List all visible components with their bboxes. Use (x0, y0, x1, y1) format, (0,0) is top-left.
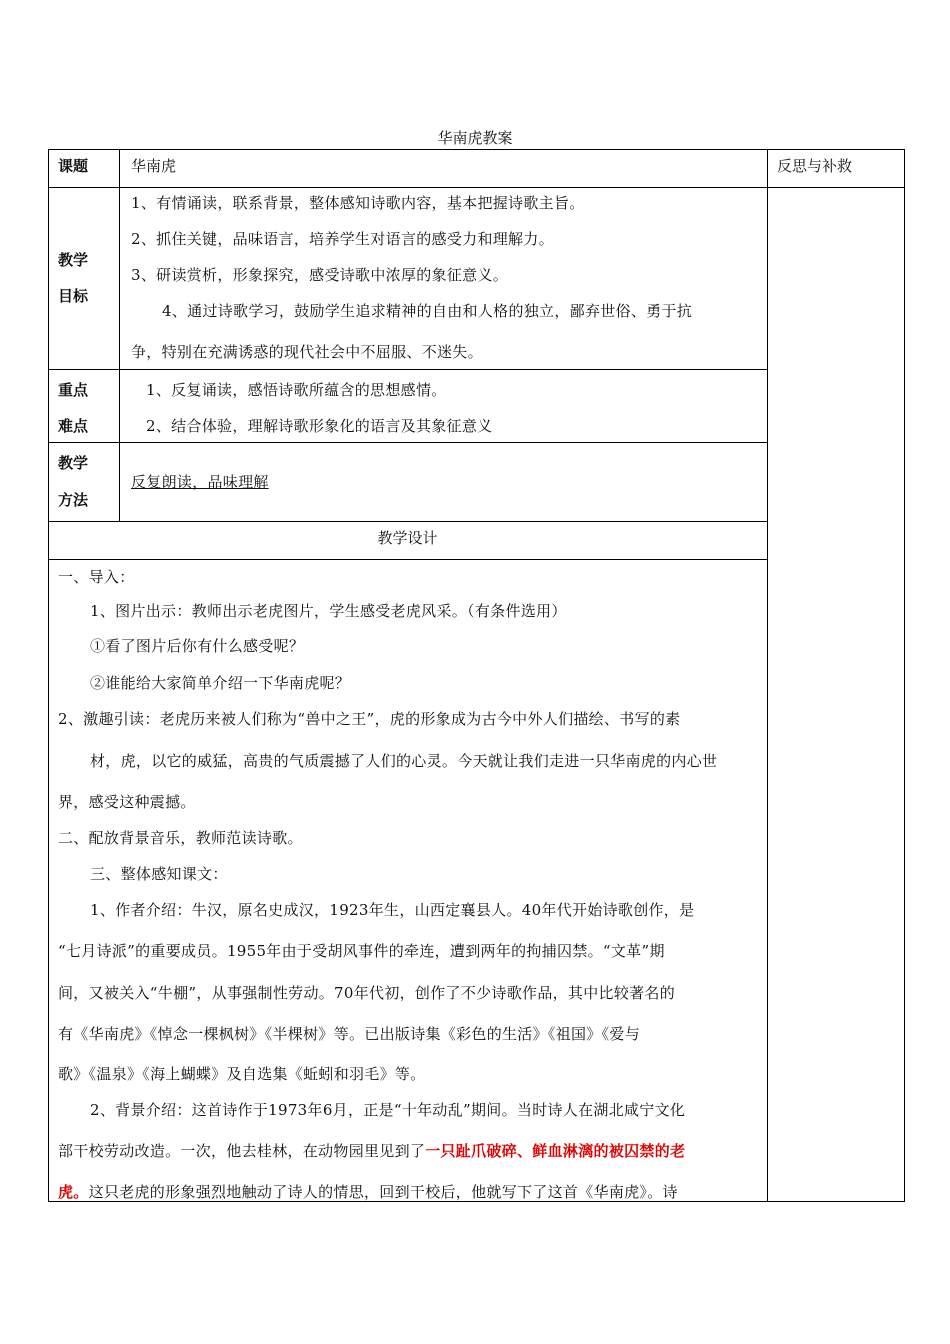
method-label-2: 方法 (58, 491, 89, 509)
table-border (904, 149, 905, 1202)
topic-label: 课题 (58, 157, 89, 175)
design-line-text: 部干校劳动改造。一次，他去桂林，在动物园里见到了 (58, 1142, 426, 1160)
design-line: 界，感受这种震撼。 (58, 793, 196, 811)
keypoint-item: 1、反复诵读，感悟诗歌所蕴含的思想感情。 (146, 381, 447, 399)
design-line: 材，虎，以它的威猛，高贵的气质震撼了人们的心灵。今天就让我们走进一只华南虎的内心世 (90, 752, 718, 770)
design-line: 三、整体感知课文： (90, 865, 228, 883)
table-border (767, 149, 768, 1202)
design-line: 一、导入： (58, 568, 135, 586)
design-line: ②谁能给大家简单介绍一下华南虎呢？ (90, 674, 351, 692)
objective-item: 争，特别在充满诱惑的现代社会中不屈服、不迷失。 (131, 343, 483, 361)
table-border (48, 559, 767, 560)
table-border (48, 187, 905, 188)
design-line: 2、背景介绍：这首诗作于1973年6月，正是“十年动乱”期间。当时诗人在湖北咸宁文化 (90, 1101, 686, 1119)
table-border (48, 149, 49, 1202)
objective-item: 2、抓住关键，品味语言，培养学生对语言的感受力和理解力。 (131, 230, 554, 248)
design-line: 间，又被关入“牛棚”，从事强制性劳动。70年代初，创作了不少诗歌作品，其中比较著名的 (58, 984, 676, 1002)
objectives-label-1: 教学 (58, 251, 89, 269)
design-line: “七月诗派”的重要成员。1955年由于受胡风事件的牵连，遭到两年的拘捕囚禁。“文革”期 (58, 942, 665, 960)
table-border (48, 442, 767, 443)
design-line-text: 这只老虎的形象强烈地触动了诗人的情思，回到干校后，他就写下了这首《华南虎》。诗 (88, 1183, 678, 1201)
design-line: 二、配放背景音乐，教师范读诗歌。 (58, 829, 303, 847)
design-heading: 教学设计 (377, 529, 438, 547)
table-border (48, 521, 767, 522)
design-line: ①看了图片后你有什么感受呢？ (90, 637, 305, 655)
method-text: 反复朗读，品味理解 (131, 473, 269, 491)
topic-value: 华南虎 (131, 157, 177, 175)
highlight-text: 虎。 (58, 1183, 89, 1201)
keypoints-label-1: 重点 (58, 381, 89, 399)
objective-item: 4、通过诗歌学习，鼓励学生追求精神的自由和人格的独立，鄙弃世俗、勇于抗 (162, 302, 693, 320)
keypoints-label-2: 难点 (58, 417, 89, 435)
design-line (58, 1181, 678, 1202)
design-line: 1、作者介绍：牛汉，原名史成汉，1923年生，山西定襄县人。40年代开始诗歌创作，是 (90, 901, 695, 919)
objective-item: 1、有情诵读，联系背景，整体感知诗歌内容，基本把握诗歌主旨。 (131, 194, 585, 212)
reflection-label: 反思与补救 (777, 157, 853, 175)
objectives-label-2: 目标 (58, 287, 89, 305)
design-line (58, 1140, 685, 1161)
design-line: 2、激趣引读：老虎历来被人们称为“兽中之王”，虎的形象成为古今中外人们描绘、书写的素 (58, 710, 681, 728)
highlight-text: 一只趾爪破碎、鲜血淋漓的被囚禁的老 (425, 1142, 686, 1160)
page-title: 华南虎教案 (437, 129, 513, 147)
design-line: 1、图片出示：教师出示老虎图片，学生感受老虎风采。（有条件选用） (90, 602, 567, 620)
keypoint-item: 2、结合体验，理解诗歌形象化的语言及其象征意义 (146, 417, 493, 435)
table-border (48, 369, 767, 370)
design-line: 歌》《温泉》《海上蝴蝶》及自选集《蚯蚓和羽毛》等。 (58, 1065, 426, 1083)
objective-item: 3、研读赏析，形象探究，感受诗歌中浓厚的象征意义。 (131, 266, 509, 284)
method-label-1: 教学 (58, 454, 89, 472)
design-line: 有《华南虎》《悼念一棵枫树》《半棵树》等。已出版诗集《彩色的生活》《祖国》《爱与 (58, 1025, 641, 1043)
table-border (119, 149, 120, 522)
table-border (48, 149, 905, 150)
